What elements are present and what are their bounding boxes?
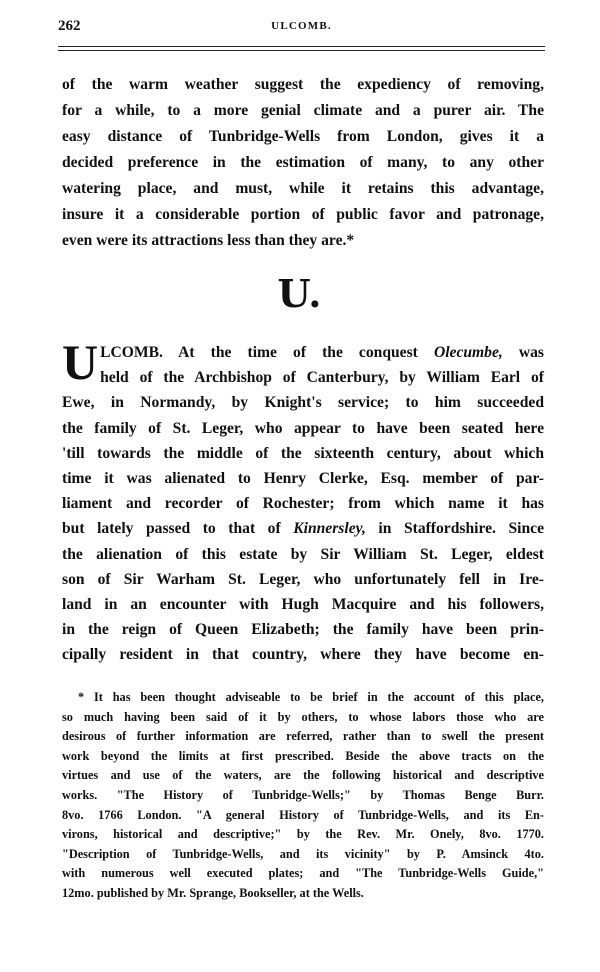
footnote-line: with numerous well executed plates; and "The Tunbridge-Wells Guide,": [62, 866, 544, 881]
body-line: liament and recorder of Rochester; from which name it has: [62, 495, 544, 513]
header-rule-thick: [58, 46, 545, 47]
first-line-italic: Olecumbe,: [433, 344, 503, 361]
first-word: LCOMB.: [100, 344, 163, 361]
body-line: son of Sir Warham St. Leger, who unfortunately fell in Ire-: [62, 570, 544, 588]
footnote-line: 8vo. 1766 London. "A general History of Tunbridge-Wells, and its En-: [62, 807, 544, 822]
body-first-line: [62, 340, 544, 365]
first-line-tail: was: [518, 344, 545, 361]
intro-line: for a while, to a more genial climate and a purer air. The: [62, 102, 544, 119]
footnote-line: works. "The History of Tunbridge-Wells;" by Thomas Benge Burr.: [62, 787, 544, 802]
footnote-line: * It has been thought adviseable to be brief in the account of this place,: [78, 690, 544, 704]
body-line: the family of St. Leger, who appear to have been seated here: [62, 419, 544, 437]
intro-line: decided preference in the estimation of many, to any other: [62, 154, 544, 171]
kinnersley-italic: Kinnersley,: [293, 520, 366, 538]
intro-line: even were its attractions less than they are.*: [62, 232, 355, 249]
ulcomb-paragraph: [62, 334, 545, 668]
kinnersley-post: in Staffordshire. Since: [378, 520, 544, 538]
drop-cap: U: [62, 334, 99, 390]
header-rule-thin: [58, 50, 545, 51]
footnote-line: so much having been said of it by others, to whose labors those who are: [62, 709, 544, 724]
footnote-line: desirous of further information are referred, rather than to swell the present: [62, 729, 544, 744]
body-line: cipally resident in that country, where they have become en-: [62, 646, 544, 664]
body-line: held of the Archbishop of Canterbury, by William Earl of: [100, 369, 544, 387]
intro-line: easy distance of Tunbridge-Wells from London, gives it a: [62, 128, 544, 145]
intro-line: watering place, and must, while it retains this advantage,: [62, 180, 544, 197]
footnote-line: work beyond the limits at first prescribed. Beside the above tracts on the: [62, 748, 544, 763]
section-heading-letter: U.: [277, 271, 323, 316]
body-line: land in an encounter with Hugh Macquire and his followers,: [62, 596, 544, 614]
kinnersley-pre: but lately passed to that of: [62, 520, 281, 538]
body-line-kinnersley: [62, 516, 544, 541]
first-line-text: At the time of the conquest: [178, 344, 418, 361]
footnote: [62, 688, 544, 904]
footnote-line: virons, historical and descriptive;" by the Rev. Mr. Onely, 8vo. 1770.: [62, 827, 544, 842]
intro-line: insure it a considerable portion of public favor and patronage,: [62, 206, 544, 223]
footnote-line: virtues and use of the waters, are the following historical and descriptive: [62, 768, 544, 783]
body-line: in the reign of Queen Elizabeth; the family have been prin-: [62, 621, 544, 639]
body-line: Ewe, in Normandy, by Knight's service; to him succeeded: [62, 394, 544, 412]
body-line: 'till towards the middle of the sixteenth century, about which: [62, 444, 544, 462]
intro-paragraph: [62, 72, 544, 254]
page-header: [58, 18, 545, 40]
body-line: the alienation of this estate by Sir William St. Leger, eldest: [62, 545, 544, 563]
footnote-line: 12mo. published by Mr. Sprange, Bookseller, at the Wells.: [62, 885, 364, 900]
intro-line: of the warm weather suggest the expediency of removing,: [62, 76, 544, 93]
page-number: 262: [58, 18, 81, 34]
running-title: ULCOMB.: [271, 20, 332, 32]
footnote-line: "Description of Tunbridge-Wells, and its vicinity" by P. Amsinck 4to.: [62, 846, 544, 861]
body-line: time it was alienated to Henry Clerke, Esq. member of par-: [62, 470, 544, 488]
